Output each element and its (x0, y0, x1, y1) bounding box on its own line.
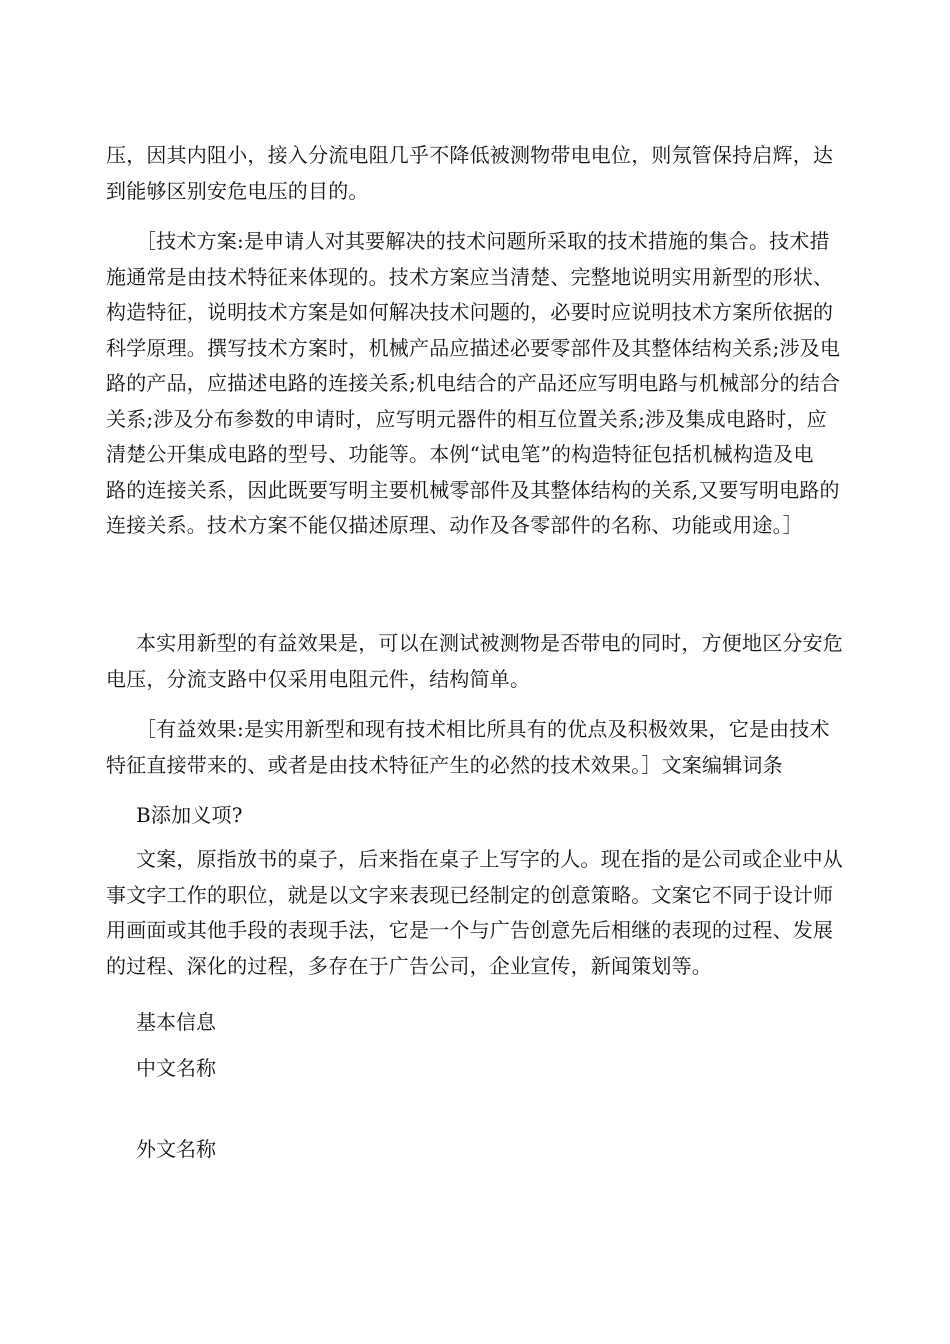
text-line: 路的产品，应描述电路的连接关系;机电结合的产品还应写明电路与机械部分的结合 (106, 371, 841, 395)
chinese-name-label: 中文名称 (136, 1056, 216, 1080)
text-line: 特征直接带来的、或者是由技术特征产生的必然的技术效果。］文案编辑词条 (106, 752, 783, 777)
text-line: 关系;涉及分布参数的申请时，应写明元器件的相互位置关系;涉及集成电路时，应 (106, 406, 827, 431)
paragraph-copywriting-definition (106, 842, 846, 984)
text-line: 文案，原指放书的桌子，后来指在桌子上写字的人。现在指的是公司或企业中从 (136, 847, 843, 871)
text-line: 路的连接关系，因此既要写明主要机械零部件及其整体结构的关系,又要写明电路的 (106, 477, 840, 502)
text-line: 本实用新型的有益效果是，可以在测试被测物是否带电的同时，方便地区分安危 (136, 631, 843, 655)
text-line: 用画面或其他手段的表现手法，它是一个与广告创意先后相继的表现的过程、发展 (106, 918, 834, 942)
text-line: 构造特征，说明技术方案是如何解决技术问题的，必要时应说明技术方案所依据的 (106, 300, 834, 324)
paragraph-add-sense (106, 798, 846, 834)
text-line: ［技术方案:是申请人对其要解决的技术问题所采取的技术措施的集合。技术措 (136, 229, 830, 253)
paragraph-intro-continuation (106, 138, 846, 209)
text-line: 科学原理。撰写技术方案时，机械产品应描述必要零部件及其整体结构关系;涉及电 (106, 335, 841, 360)
paragraph-beneficial-effect-note (106, 712, 846, 783)
paragraph-beneficial-effect (106, 626, 846, 697)
text-line: 到能够区别安危电压的目的。 (106, 178, 369, 203)
text-line: 清楚公开集成电路的型号、功能等。本例“试电笔”的构造特征包括机械构造及电 (106, 442, 814, 466)
basic-info-heading: 基本信息 (136, 1010, 216, 1034)
text-line: 的过程、深化的过程，多存在于广告公司，企业宣传，新闻策划等。 (106, 953, 712, 978)
text-line: 压，因其内阻小，接入分流电阻几乎不降低被测物带电电位，则氖管保持启辉，达 (106, 143, 834, 167)
text-line: 施通常是由技术特征来体现的。技术方案应当清楚、完整地说明实用新型的形状、 (106, 264, 834, 289)
text-line: 电压，分流支路中仅采用电阻元件，结构简单。 (106, 666, 531, 691)
paragraph-technical-solution-note (106, 224, 846, 544)
add-sense-link[interactable]: B添加义项? (136, 803, 243, 827)
text-line: ［有益效果:是实用新型和现有技术相比所具有的优点及积极效果，它是由技术 (136, 717, 830, 741)
text-line: 事文字工作的职位，就是以文字来表现已经制定的创意策略。文案它不同于设计师 (106, 882, 834, 907)
text-line: 连接关系。技术方案不能仅描述原理、动作及各零部件的名称、功能或用途。］ (106, 513, 803, 537)
foreign-name-label: 外文名称 (136, 1137, 216, 1161)
